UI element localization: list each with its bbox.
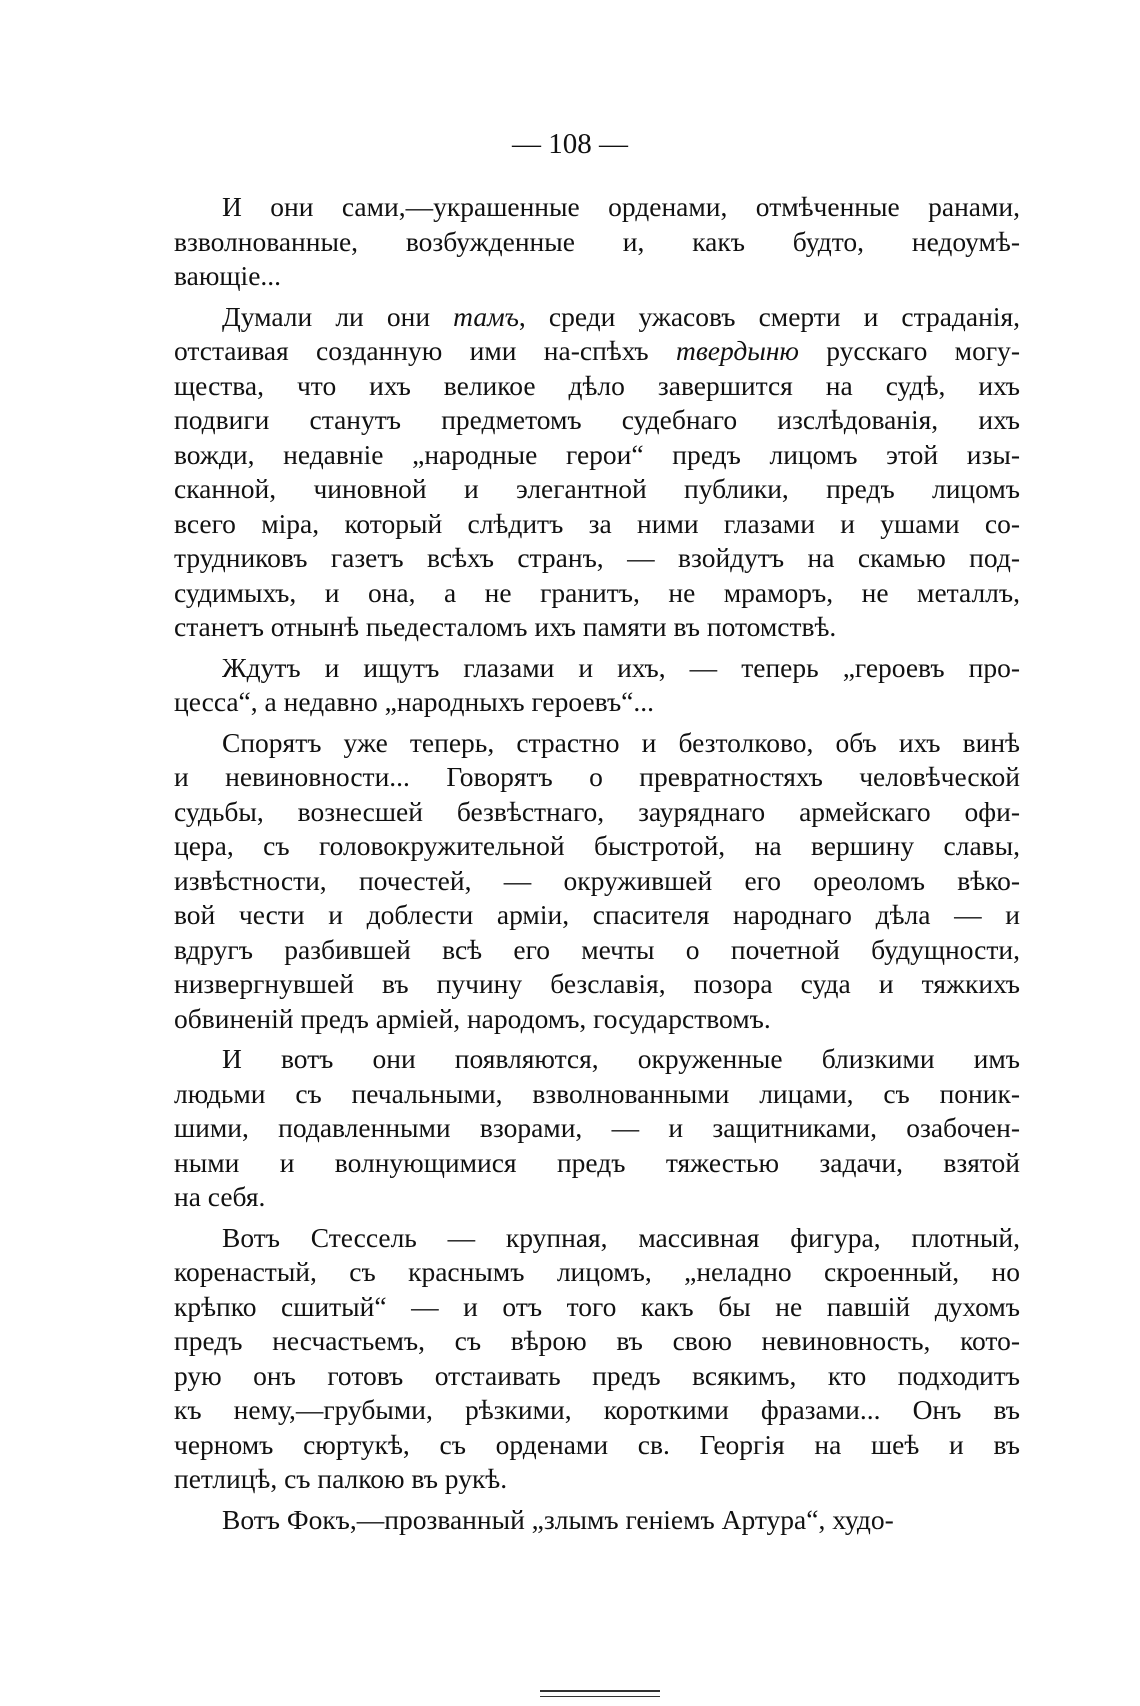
text-line: петлицѣ, съ палкою въ рукѣ.	[174, 1463, 508, 1494]
page-number: — 108 —	[512, 128, 628, 160]
text-line: на себя.	[174, 1181, 266, 1212]
text-line: щества, что ихъ великое дѣло завершится на судѣ, ихъ	[174, 369, 1020, 401]
text-line: Думали ли они тамъ, среди ужасовъ смерти и страданія,	[222, 300, 1021, 332]
text-line: Спорятъ уже теперь, страстно и безтолково, объ ихъ винѣ	[222, 726, 1020, 758]
text-line: и невиновности... Говорятъ о превратностяхъ человѣческой	[174, 761, 1020, 792]
text-line: всего міра, который слѣдитъ за ними глазами и ушами со-	[174, 507, 1020, 539]
text-line: людьми съ печальными, взволнованными лицами, съ поник-	[174, 1077, 1020, 1109]
text-line: судьбы, вознесшей безвѣстнаго, зауряднаго армейскаго офи-	[174, 795, 1020, 827]
text-line: Вотъ Стессель — крупная, массивная фигура, плотный,	[222, 1221, 1020, 1253]
text-line: вожди, недавніе „народные герои“ предъ лицомъ этой изы-	[174, 438, 1020, 470]
text-line: ными и волнующимися предъ тяжестью задачи, взятой	[174, 1146, 1020, 1178]
text-line: шими, подавленными взорами, — и защитниками, озабочен-	[174, 1112, 1020, 1143]
paragraph	[174, 190, 1020, 294]
body-text	[174, 190, 1020, 1543]
text-line: рую онъ готовъ отстаивать предъ всякимъ, кто подходитъ	[174, 1359, 1020, 1391]
paragraph	[174, 1503, 1020, 1538]
text-line: къ нему,—грубыми, рѣзкими, короткими фразами... Онъ въ	[174, 1394, 1020, 1425]
text-line: вающіе...	[174, 260, 282, 291]
text-line: Вотъ Фокъ,—прозванный „злымъ геніемъ Артура“, худо-	[222, 1503, 894, 1535]
text-line: трудниковъ газетъ всѣхъ странъ, — взойдутъ на скамью под-	[174, 542, 1020, 573]
text-line: черномъ сюртукѣ, съ орденами св. Георгія на шеѣ и въ	[174, 1428, 1020, 1460]
paragraph	[174, 651, 1020, 720]
text-line: Ждутъ и ищутъ глазами и ихъ, — теперь „героевъ про-	[222, 651, 1020, 683]
text-line: И вотъ они появляются, окруженные близкими имъ	[222, 1043, 1020, 1074]
text-line: коренастый, съ краснымъ лицомъ, „неладно скроенный, но	[174, 1256, 1020, 1287]
text-line: вой чести и доблести арміи, спасителя народнаго дѣла — и	[174, 899, 1020, 930]
text-line: извѣстности, почестей, — окружившей его ореоломъ вѣко-	[174, 864, 1020, 896]
text-line: цесса“, а недавно „народныхъ героевъ“...	[174, 686, 655, 717]
text-line: низвергнувшей въ пучину безславія, позора суда и тяжкихъ	[174, 968, 1020, 999]
text-line: отстаивая созданную ими на-спѣхъ твердыню русскаго могу-	[174, 335, 1021, 366]
text-line: обвиненій предъ арміей, народомъ, государствомъ.	[174, 1002, 771, 1034]
text-line: предъ несчастьемъ, съ вѣрою въ свою невиновность, кото-	[174, 1325, 1020, 1356]
paragraph	[174, 726, 1020, 1037]
text-line: подвиги станутъ предметомъ судебнаго изслѣдованія, ихъ	[174, 404, 1020, 435]
text-line: судимыхъ, и она, а не гранитъ, не мраморъ, не металлъ,	[174, 576, 1020, 608]
text-line: цера, съ головокружительной быстротой, на вершину славы,	[174, 830, 1020, 861]
printer-mark	[540, 1690, 660, 1697]
text-line: сканной, чиновной и элегантной публики, предъ лицомъ	[174, 473, 1020, 504]
text-line: крѣпко сшитый“ — и отъ того какъ бы не павшій духомъ	[174, 1290, 1020, 1322]
paragraph	[174, 1221, 1020, 1497]
text-line: взволнованные, возбужденные и, какъ будто, недоумѣ-	[174, 225, 1020, 257]
paragraph	[174, 300, 1020, 645]
text-line: станетъ отнынѣ пьедесталомъ ихъ памяти въ потомствѣ.	[174, 611, 837, 642]
paragraph	[174, 1042, 1020, 1215]
text-line: вдругъ разбившей всѣ его мечты о почетной будущности,	[174, 933, 1020, 965]
italic-word: тамъ	[453, 300, 519, 332]
text-line: И они сами,—украшенные орденами, отмѣченные ранами,	[222, 191, 1020, 222]
italic-word: твердыню	[675, 335, 799, 366]
